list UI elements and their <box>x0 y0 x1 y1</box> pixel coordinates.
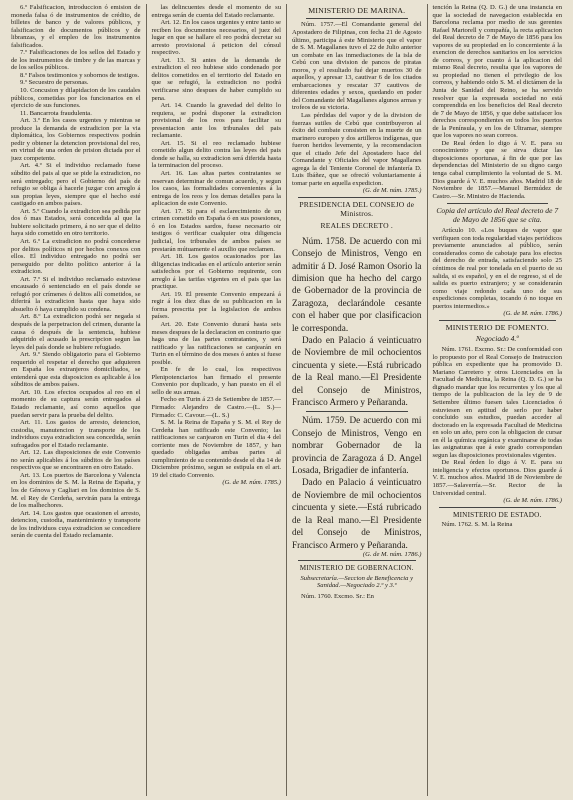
news-paragraph: Núm. 1760. Excmo. Sr.: En <box>301 592 374 600</box>
news-paragraph: Art. 4.º Si el individuo reclamado fuese súbdito del pais al que se pide la extradicion, no será entregado; pero el Gobierno del país de refugio se obliga á hacerle juzgar con arreglo á sus propias leyes, siempre que el hecho esté castigado en ambos países. <box>11 162 141 208</box>
news-paragraph: En fe de lo cual, los respectivos Plenipotenciarios han firmado el presente Convenio por duplicado, y han puesto en él el sello de sus armas. <box>151 366 281 396</box>
divider <box>439 507 557 508</box>
news-paragraph: Art. 18. Los gastos ocasionados por las diligencias indicadas en el artículo anterior serán satisfechos por el Gobierno requirente, con arreglo á las tarifas vigentes en el pais que las practique. <box>151 253 281 291</box>
gazette-reference: (G. de M. núm. 1785.) <box>222 479 281 487</box>
news-paragraph: 11. Bancarrota fraudulenta. <box>20 109 92 117</box>
news-paragraph: Art. 9.º Siendo obligatorio para el Gobierno requerido el respetar el derecho que adquieren en España los extranjeros domiciliados, se entenderá que esta disposicion es aplicable á los súbditos de ambos países. <box>11 351 141 389</box>
divider <box>447 203 549 204</box>
news-paragraph: Art. 12. En los casos urgentes y entre tanto se reciben los documentos necesarios, el juez del lugar en que se hallare el reo podrá decretar su arresto provisional á peticion del cónsul respectivo. <box>151 19 281 57</box>
news-paragraph: Art. 7.º Si el individuo reclamado estuviese encausado ó sentenciado en el país donde se refugió por crímenes ó delitos allí cometidos, se diferirá la extradicion hasta que haya sido absuelto ó haya cumplido su condena. <box>11 275 141 313</box>
subheading-reales-decretos: REALES DECRETO . <box>320 221 393 231</box>
news-paragraph: Art. 14. Cuando la gravedad del delito lo requiera, se podrá disponer la extradicion provisional de los reos para facilitar su presentacion ante los tribunales del pais reclamante. <box>151 102 281 140</box>
column-2 <box>146 4 287 796</box>
item-number: Núm. 1757.— <box>301 21 342 29</box>
news-paragraph: 6.º Falsificacion, introduccion ó emision de moneda falsa ó de instrumentos de crédito, de billetes de banco y de valores públicos, y falsificacion de documentos públicos y de libranzas, y el empleo de los instrumentos falsificados. <box>11 4 141 49</box>
section-heading-presidencia: PRESIDENCIA DEL CONSEJO de Ministros. <box>299 199 415 218</box>
royal-decree-closing: Dado en Palacio á veinticuatro de Noviembre de mil ochocientos cincuenta y siete.—Está rubricado de la Real mano.—El Presidente del Consejo de Ministros, Francisco Armero y Peñaranda. <box>292 477 422 550</box>
news-paragraph: Art. 14. Los gastos que ocasionen el arresto, detencion, custodia, mantenimiento y transporte de los individuos cuya extradicion se concediere serán de cuenta del Estado reclamante. <box>11 509 141 540</box>
divider <box>298 560 416 561</box>
news-paragraph: las delincuentes desde el momento de su entrega serán de cuenta del Estado reclamante. <box>151 4 281 19</box>
divider <box>306 18 408 19</box>
gazette-reference: (G. de M. núm. 1785.) <box>362 187 422 195</box>
news-paragraph: Art. 20. Este Convenio durará hasta seis meses despues de la declaracion en contrario que haga una de las partes contratantes, y será ratificado y las ratificaciones se canjearán en Turin en el término de dos meses ó antes si fuese posible. <box>151 320 281 366</box>
column-4 <box>427 4 568 796</box>
item-text: El Comandante general del Apostadero de Filipinas, con fecha 21 de Agosto último, participa á este Ministerio que el vapor de S. M. Magallanes tuvo el 22 de Julio anterior un combate en las inmediaciones de la isla de Cebú con una division de pancos de piratas moros, y el resultado fué dejar muertos 30 de aquellos, y apresar 13, cautivar 6 de los citados embarcaciones y rescatar 37 cautivos de diferentes edades y sexos, quedando en poder del Comandante del Magallanes algunos armas y trofeos de su victoria. <box>292 21 422 112</box>
news-paragraph: Fecho en Turin á 23 de Setiembre de 1857.—Firmado: Alejandro de Castro.—(L. S.)—Firmado: C. Cavour.—(L. S.) <box>151 396 281 419</box>
quoted-article: Artículo 10. «Los buques de vapor que verifiquen con toda regularidad viajes periódicos previamente anunciados al público, serán considerados como de cabotaje para los efectos del derecho de entrada, satisfaciendo solo 25 céntimos de real por tonelada en el puerto de su salida, si es español, y en el de regreso, si el de salida es puerto extranjero; y se considerarán como viaje redondo cada uno de sus expediciones completas, tocando ó no toque en puertos intermedios.» <box>432 227 562 310</box>
news-paragraph: 8.º Falsos testimonios y sobornos de testigos. <box>20 71 140 79</box>
royal-decree-closing: Dado en Palacio á veinticuatro de Noviembre de mil ochocientos cincuenta y siete.—Está rubricado de la Real mano.—El Presidente del Consejo de Ministros, Francisco Armero y Peñaranda. <box>292 335 422 408</box>
divider <box>298 197 416 198</box>
quoted-article-title: Copia del artículo del Real decreto de 7 de Mayo de 1856 que se cita. <box>436 206 559 225</box>
news-paragraph: Art. 17. Si para el esclarecimiento de un crimen cometido en España ó en sus posesiones, ó en los Estados sardos, fuese necesario oir testigos ó verificar cualquier otra diligencia judicial, los tribunales de ambos países se prestarán mútuamente el auxilio que reclamen. <box>151 207 281 253</box>
news-paragraph: Las pérdidas del vapor y de la division de fuerzas sutiles de Cebú que contribuyeron al éxito del combate consisten en la muerte de un marinero europeo y dos artilleros indígenas, que fueron heridos levemente, y la recomendacion que el citado Jefe del Apostadero hace del Comandante y Oficiales del vapor Magallanes agrega la del Teniente Coronel de infantería D. Luis Ibáñez, que se ofreció voluntariamente á tomar parte en aquella expedicion. <box>292 111 422 187</box>
news-paragraph: Art. 16. Las altas partes contratantes se reservan determinar de comun acuerdo, y segun los casos, las formalidades convenientes á la entrega de los reos y los demas detalles para la aplicacion de este Convenio. <box>151 170 281 208</box>
news-paragraph: Art. 15. Si el reo reclamado hubiese cometido algun delito contra las leyes del pais donde se halla, su extradicion será diferida hasta la terminacion del proceso. <box>151 139 281 170</box>
news-paragraph: Art. 11. Los gastos de arresto, detencion, custodia, manutencion y transporte de los individuos cuya extradicion sea concedida, serán sufragados por el Estado reclamante. <box>11 419 141 449</box>
news-paragraph: 7.º Falsificaciones de los sellos del Estado y de los instrumentos de timbre y de las marcas y de los sellos públicos. <box>11 49 141 72</box>
news-paragraph: De Real órden lo digo á V. E. para su conocimiento y que se sirva dictar las disposiciones oportunas, á fin de que por las dependencias del Ministerio de su digno cargo tenga cabal cumplimiento la voluntad de S. M. Dios guarde á V. E. muchos años. Madrid 18 de Noviembre de 1857.—Manuel Bermúdez de Castro.—Sr. Ministro de Hacienda. <box>432 139 562 200</box>
section-heading-marina: MINISTERIO DE MARINA. <box>308 6 406 15</box>
royal-decree: Núm. 1758. De acuerdo con mi Consejo de Ministros, Vengo en admitir á D. José Ramon Osorio la dimision que ha hecho del cargo de Gobernador de la provincia de Zaragoza, declarándole cesante con el haber que por clasificacion le corresponda. <box>292 235 422 333</box>
news-paragraph: 10. Concusion y dilapidacion de los caudales públicos, cometidas por los funcionarios en el ejercicio de sus funciones. <box>11 87 141 110</box>
news-paragraph: Art. 6.º La extradicion no podrá concederse por delitos políticos ni por hechos conexos con ellos. El individuo entregado no podrá ser perseguido por delito político anterior á la extradicion. <box>11 237 141 276</box>
column-1 <box>6 4 146 796</box>
gazette-reference: (G. de M. núm. 1786.) <box>503 497 562 505</box>
news-paragraph: Art. 13. Los puertos de Barcelona y Valencia en los dominios de S. M. la Reina de España, y los de Génova y Cagliari en los dominios de S. M. el Rey de Cerdeña, servirán para la entrega de los malhechores. <box>11 471 141 510</box>
news-paragraph: Art. 5.º Cuando la extradicion sea pedida por dos ó mas Estados, será concedida al que la hubiere solicitado primero, á no ser que el delito haya sido cometido en otro territorio. <box>11 207 141 238</box>
news-paragraph: Núm. 1761. Excmo. Sr.: De conformidad con lo propuesto por el Real Consejo de Instruccion pública en expediente que ha promovido D. Mariano Carretero y otros Licenciados en la Facultad de Medicina, la Reina (Q. D. G.) se ha dignado mandar que los recurrentes y los que al tiempo de la publicacion de la ley de 9 de Setiembre último fuesen tales Licenciados ó estuviesen en aptitud de serlo por haber concluido sus estudios, puedan acceder al doctorado en la expresada Facultad de Medicina en solo un año, pero con la obligacion de cursar en él la química orgánica y examinarse de todas las asignaturas que á este grado correspondan segun las disposiciones provisionales vigentes. <box>432 346 562 459</box>
news-paragraph <box>292 21 422 112</box>
section-heading-estado: MINISTERIO DE ESTADO. <box>453 510 542 519</box>
royal-decree: Núm. 1759. De acuerdo con mi Consejo de Ministros, Vengo en nombrar Gobernador de la provincia de Zaragoza á D. Angel Losada, Brigadier de infantería. <box>292 415 422 476</box>
news-paragraph: Art. 10. Los efectos ocupados al reo en el momento de su captura serán entregados al Estado reclamante, así como aquellos que puedan servir para la prueba del delito. <box>11 388 141 419</box>
section-subheading: Negociado 4.º <box>475 334 519 344</box>
news-paragraph: S. M. la Reina de España y S. M. el Rey de Cerdeña han ratificado este Convenio; las ratificaciones se canjearon en Turin el dia 4 del corriente mes de Noviembre de 1857, y han quedado obligadas ambas partes al cumplimiento de su contenido desde el dia 14 de Diciembre próximo, segun se estipula en el art. 19 del citado Convenio. <box>151 419 281 479</box>
news-paragraph: Art. 13. Si antes de la demanda de extradicion el reo hubiese sido condenado por delitos cometidos en el territorio del Estado en que se refugió, la extradicion no podrá verificarse sino despues de haber cumplido su pena. <box>151 56 281 102</box>
section-heading-fomento: MINISTERIO DE FOMENTO. <box>445 322 549 332</box>
news-paragraph: Art. 8.º La extradicion podrá ser negada si después de la perpetracion del crimen, durante la causa ó después de la sentencia, hubiese adquirido el acusado la prescripcion segun las leyes del país donde se hubiere refugiado. <box>11 313 141 351</box>
section-heading-gobernacion: MINISTERIO DE GOBERNACION. <box>299 564 414 573</box>
news-paragraph: Art. 12. Las disposiciones de este Convenio no serán aplicables á los súbditos de los países respectivos que se encontraren en otro Estado. <box>11 449 141 472</box>
divider <box>439 320 557 321</box>
news-paragraph: De Real órden lo digo á V. E. para su inteligencia y efectos oportunos. Dios guarde á V. E. muchos años. Madrid 18 de Noviembre de 1857.—Salaverría.—Sr. Rector de la Universidad central. <box>432 459 562 497</box>
gazette-reference: (G. de M. núm. 1786.) <box>503 310 562 318</box>
news-paragraph: Art. 3.º En los casos urgentes y mientras se produce la demanda de extradicion por la via diplomática, los Gobiernos respectivos podrán pedir y obtener la detencion provisional del reo, en virtud de una orden de prision dictada por el juez competente. <box>11 117 141 162</box>
news-paragraph: Núm. 1762. S. M. la Reina <box>441 521 513 529</box>
news-paragraph: 9.º Secuestro de personas. <box>20 79 89 87</box>
section-subheading: Subsecretaría.—Seccion de Beneficencia y Sanidad.—Negociado 2.º y 3.º <box>300 574 414 590</box>
gazette-reference: (G. de M. núm. 1786.) <box>362 550 422 558</box>
news-paragraph: tención la Reina (Q. D. G.) de una instancia en que la sociedad de navegacion establecida en Barcelona reclama por medio de sus gerentes Rafael Martorell y compañía, la recta aplicacion del Real decreto de 7 de Mayo de 1856 para los vapores de su propiedad en lo concerniente á la exencion de derechos sanitarios en los servicios de correos, y por cuanto á la aplicacion del mismo Real decreto, resulta que los vapores de su propiedad no tienen el privilegio de los correos, y habiendo oido S. M. el dictámen de la Junta de Sanidad del Reino, se ha servido resolver que la expresada sociedad no está comprendida en los beneficios del Real decreto de 7 de Mayo de 1856, y que debe satisfacer los derechos correspondientes en todos los puertos de la Península, y en los de Ultramar, siempre que los vapores no sean correos. <box>432 4 562 140</box>
news-paragraph: Art. 19. El presente Convenio empezará á regir á los diez dias de su publicacion en la forma prescrita por la legislacion de ambos países. <box>151 290 281 321</box>
divider <box>306 411 408 412</box>
column-3 <box>286 4 427 796</box>
